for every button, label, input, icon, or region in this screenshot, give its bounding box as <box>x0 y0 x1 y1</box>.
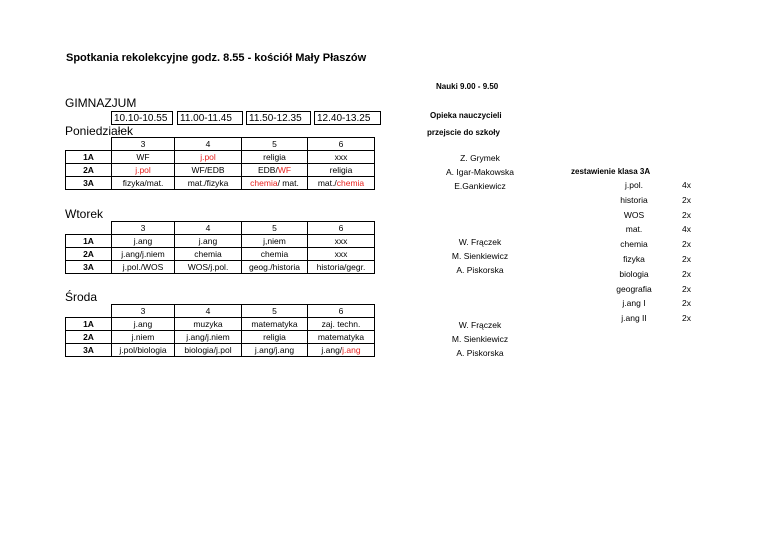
table-row <box>66 235 375 248</box>
subject-cell <box>175 235 242 248</box>
summary-subject: historia <box>620 194 648 205</box>
subject-text: j.pol/biologia <box>119 344 167 355</box>
subject-cell <box>242 331 308 344</box>
subject-text: religia <box>263 151 286 162</box>
table-row <box>66 164 375 177</box>
summary-subject: biologia <box>619 268 649 279</box>
teachers-list <box>420 151 540 193</box>
opieka-header: Opieka nauczycieli <box>430 111 502 120</box>
subject-text: geog./historia <box>248 261 301 272</box>
summary-subject: mat. <box>625 224 643 235</box>
subject-text: xxx <box>334 235 348 246</box>
class-label: 2A <box>66 331 112 344</box>
subject-cell <box>242 151 308 164</box>
subject-cell <box>112 164 175 177</box>
summary-subject: j.ang I <box>622 298 646 309</box>
subject-cell <box>112 261 175 274</box>
subject-text: religia <box>329 164 353 175</box>
summary-count: 2x <box>682 298 691 309</box>
page-title: Spotkania rekolekcyjne godz. 8.55 - kościół Mały Płaszów <box>66 52 367 64</box>
summary-count: 2x <box>682 194 691 205</box>
class-label: 2A <box>66 248 112 261</box>
nauki-time: Nauki 9.00 - 9.50 <box>436 82 499 91</box>
subject-cell <box>308 164 375 177</box>
lesson-number: 6 <box>308 138 375 151</box>
subject-cell <box>175 318 242 331</box>
subject-cell <box>175 248 242 261</box>
subject-cell <box>175 151 242 164</box>
lesson-number: 4 <box>175 222 242 235</box>
subject-text: xxx <box>334 248 348 259</box>
subject-cell <box>308 261 375 274</box>
subject-cell <box>112 248 175 261</box>
summary-subject: fizyka <box>623 254 645 264</box>
subject-text: WOS/j.pol. <box>187 261 229 272</box>
subject-cell <box>308 151 375 164</box>
teacher-name: Z. Grymek <box>460 153 500 163</box>
subject-cell <box>112 235 175 248</box>
teacher-name: M. Sienkiewicz <box>451 251 509 261</box>
lesson-number: 3 <box>112 138 175 151</box>
day-label-poniedzialek: Poniedziałek <box>65 124 134 138</box>
subject-cell <box>112 177 175 190</box>
subject-text: j.niem <box>131 331 155 342</box>
summary-count: 2x <box>682 209 691 220</box>
summary-count: 4x <box>682 224 691 235</box>
subject-cell <box>175 164 242 177</box>
class-label: 3A <box>66 344 112 357</box>
teacher-name: W. Frączek <box>458 237 502 247</box>
subject-text: mat./fizyka <box>187 177 229 188</box>
subject-text: chemia <box>194 248 222 259</box>
lesson-number: 5 <box>242 305 308 318</box>
subject-text-highlighted: j.pol <box>135 164 151 175</box>
subject-text: EDB/ <box>257 164 278 175</box>
subject-cell <box>308 344 375 357</box>
teacher-name: E.Gankiewicz <box>454 181 506 191</box>
summary-subject: WOS <box>623 209 645 220</box>
subject-text: j.ang/ <box>321 344 343 355</box>
subject-cell <box>175 261 242 274</box>
subject-text: zaj. techn. <box>321 318 361 329</box>
subject-text: j.ang <box>133 318 153 329</box>
subject-text: j.ang/j.niem <box>121 248 165 259</box>
subject-text: chemia <box>260 248 289 259</box>
table-row <box>66 331 375 344</box>
subject-text: j.ang <box>198 235 218 246</box>
lesson-number: 4 <box>175 305 242 318</box>
schedule-table-wtorek <box>65 221 375 274</box>
subject-text: j.ang/j.ang <box>254 344 295 355</box>
subject-cell <box>112 331 175 344</box>
subject-text-highlighted: WF <box>277 164 292 175</box>
summary-subject: geografia <box>616 283 652 294</box>
teacher-name: A. Piskorska <box>456 265 504 275</box>
subject-cell <box>308 331 375 344</box>
teachers-list <box>420 318 540 360</box>
summary-title: zestawienie klasa 3A <box>571 167 651 176</box>
time-slot-3: 11.50-12.35 <box>246 111 311 125</box>
day-label-wtorek: Wtorek <box>65 207 104 221</box>
teacher-name: W. Frączek <box>458 320 502 330</box>
teachers-list <box>420 235 540 277</box>
subject-cell <box>242 318 308 331</box>
subject-cell <box>242 248 308 261</box>
subject-text: religia <box>263 331 286 342</box>
subject-text: j.ang <box>133 235 153 246</box>
table-row <box>66 177 375 190</box>
summary-count: 2x <box>682 254 691 264</box>
subject-cell <box>308 177 375 190</box>
subject-cell <box>308 318 375 331</box>
teacher-name: M. Sienkiewicz <box>451 334 509 344</box>
summary-subject: j.ang II <box>621 313 647 324</box>
subject-text: mat./ <box>317 177 337 188</box>
table-row <box>66 318 375 331</box>
summary-count: 2x <box>682 239 691 250</box>
lesson-number: 4 <box>175 138 242 151</box>
lesson-number: 5 <box>242 222 308 235</box>
lesson-number: 6 <box>308 222 375 235</box>
subject-text: WF <box>136 151 150 162</box>
subject-cell <box>112 151 175 164</box>
subject-text: j,niem <box>263 235 286 246</box>
subject-cell <box>175 331 242 344</box>
subject-cell <box>308 235 375 248</box>
subject-text: matematyka <box>251 318 298 329</box>
class-label: 1A <box>66 318 112 331</box>
table-row <box>66 248 375 261</box>
subject-text: / mat. <box>277 177 299 188</box>
summary-subject: j.pol. <box>625 180 643 190</box>
subject-cell <box>175 344 242 357</box>
subject-cell <box>242 344 308 357</box>
subject-text: biologia/j.pol <box>184 344 232 355</box>
subject-cell <box>175 177 242 190</box>
teacher-name: A. Igar-Makowska <box>445 167 515 177</box>
subject-cell <box>242 177 308 190</box>
subject-text-highlighted: j.pol <box>200 151 216 162</box>
subject-cell <box>112 318 175 331</box>
lesson-number: 3 <box>112 305 175 318</box>
subject-text: j.ang/j.niem <box>186 331 230 342</box>
subject-cell <box>242 261 308 274</box>
lesson-number: 5 <box>242 138 308 151</box>
summary-count: 2x <box>682 283 691 294</box>
day-label-sroda: Środa <box>65 290 98 304</box>
subject-text: historia/gegr. <box>316 261 366 272</box>
subject-cell <box>308 248 375 261</box>
subject-text: fizyka/mat. <box>122 177 164 188</box>
przejscie-header: przejscie do szkoły <box>427 128 500 137</box>
summary-subject: chemia <box>620 239 648 250</box>
lesson-number: 6 <box>308 305 375 318</box>
schedule-table-poniedzialek <box>65 137 375 190</box>
subject-text: matematyka <box>317 331 365 342</box>
class-label: 3A <box>66 261 112 274</box>
table-row <box>66 151 375 164</box>
subject-text-highlighted: chemia <box>250 177 278 188</box>
lesson-number: 3 <box>112 222 175 235</box>
class-label: 1A <box>66 235 112 248</box>
teacher-name: A. Piskorska <box>456 348 504 358</box>
subject-cell <box>112 344 175 357</box>
time-slot-2: 11.00-11.45 <box>177 111 243 125</box>
subject-text: muzyka <box>193 318 223 329</box>
subject-text: WF/EDB <box>191 164 225 175</box>
table-row <box>66 261 375 274</box>
subject-cell <box>242 235 308 248</box>
subject-text: j.pol./WOS <box>122 261 164 272</box>
corner-cell <box>66 222 112 235</box>
class-label: 3A <box>66 177 112 190</box>
class-label: 1A <box>66 151 112 164</box>
subject-text-highlighted: chemia <box>336 177 365 188</box>
time-slot-1: 10.10-10.55 <box>111 111 173 125</box>
time-slot-4: 12.40-13.25 <box>314 111 381 125</box>
corner-cell <box>66 305 112 318</box>
subject-text: xxx <box>334 151 348 162</box>
schedule-table-sroda <box>65 304 375 357</box>
summary-count: 2x <box>682 268 691 279</box>
corner-cell <box>66 138 112 151</box>
section-title: GIMNAZJUM <box>65 96 137 110</box>
table-row <box>66 344 375 357</box>
subject-cell <box>242 164 308 177</box>
summary-count: 2x <box>682 313 691 324</box>
summary-count: 4x <box>682 180 691 190</box>
subject-text-highlighted: j.ang <box>342 344 361 355</box>
class-label: 2A <box>66 164 112 177</box>
